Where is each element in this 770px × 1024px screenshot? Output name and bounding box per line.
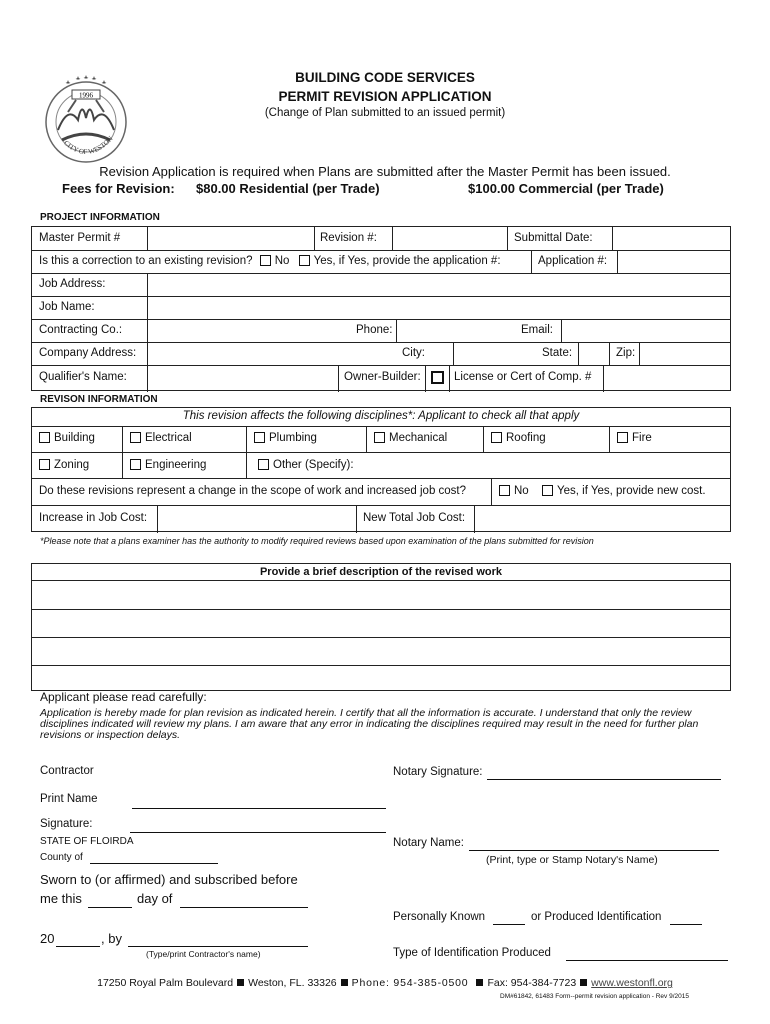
city-label: City: bbox=[402, 347, 425, 359]
mechanical-label: Mechanical bbox=[389, 432, 448, 444]
footer-website-link[interactable]: www.westonfl.org bbox=[591, 977, 673, 989]
job-address-label: Job Address: bbox=[39, 278, 106, 290]
job-name-label: Job Name: bbox=[39, 301, 95, 313]
print-notary-hint: (Print, type or Stamp Notary's Name) bbox=[486, 854, 658, 866]
produced-id-label: or Produced Identification bbox=[531, 911, 662, 923]
fire-label: Fire bbox=[632, 432, 652, 444]
submittal-date-field[interactable] bbox=[613, 227, 731, 250]
other-checkbox[interactable] bbox=[258, 459, 269, 470]
month-line[interactable] bbox=[180, 893, 308, 908]
produced-id-line[interactable] bbox=[670, 912, 702, 925]
correction-no-label: No bbox=[274, 255, 290, 267]
seal-year: 1996 bbox=[79, 91, 93, 100]
job-name-field[interactable] bbox=[148, 296, 731, 319]
master-permit-label: Master Permit # bbox=[39, 232, 121, 244]
license-cert-label: License or Cert of Comp. # bbox=[454, 371, 592, 383]
year-prefix: 20 bbox=[40, 931, 55, 946]
discipline-fire[interactable] bbox=[617, 432, 652, 444]
print-name-label: Print Name bbox=[40, 793, 98, 805]
plumbing-label: Plumbing bbox=[269, 432, 317, 444]
building-label: Building bbox=[54, 432, 95, 444]
discipline-zoning[interactable] bbox=[39, 459, 89, 471]
building-checkbox[interactable] bbox=[39, 432, 50, 443]
scope-no-checkbox[interactable] bbox=[499, 485, 510, 496]
state-field[interactable] bbox=[579, 342, 609, 365]
county-line[interactable] bbox=[90, 852, 218, 864]
print-name-line[interactable] bbox=[132, 796, 386, 809]
license-cert-field[interactable] bbox=[604, 365, 731, 391]
county-label: County of bbox=[40, 852, 83, 863]
discipline-electrical[interactable] bbox=[130, 432, 192, 444]
contracting-co-label: Contracting Co.: bbox=[39, 324, 123, 336]
type-print-hint: (Type/print Contractor's name) bbox=[146, 949, 261, 959]
signature-label: Signature: bbox=[40, 818, 93, 830]
owner-builder-checkbox[interactable] bbox=[431, 371, 444, 384]
personally-known-line[interactable] bbox=[493, 912, 525, 925]
day-of-label: day of bbox=[137, 891, 173, 906]
plans-examiner-note: *Please note that a plans examiner has the authority to modify required reviews based upon examination of the plans submitted for revision bbox=[40, 536, 594, 546]
application-number-label: Application #: bbox=[538, 255, 608, 267]
footer-phone: Phone: 954-385-0500 bbox=[351, 977, 469, 989]
city-field[interactable] bbox=[454, 342, 536, 365]
new-total-cost-label: New Total Job Cost: bbox=[363, 512, 466, 524]
zip-label: Zip: bbox=[616, 347, 636, 359]
fees-label: Fees for Revision: bbox=[62, 181, 175, 196]
job-address-field[interactable] bbox=[148, 273, 731, 296]
form-revision-id: DM#61842, 61483 Form--permit revision application - Rev 9/2015 bbox=[500, 993, 689, 1000]
other-specify-field[interactable] bbox=[362, 452, 731, 478]
form-subtitle: (Change of Plan submitted to an issued permit) bbox=[264, 107, 506, 119]
phone-field[interactable] bbox=[397, 319, 515, 342]
applicant-read-heading: Applicant please read carefully: bbox=[40, 690, 207, 704]
correction-no-checkbox[interactable] bbox=[260, 255, 271, 266]
contractor-name-line[interactable] bbox=[128, 932, 308, 947]
engineering-label: Engineering bbox=[145, 459, 207, 471]
discipline-mechanical[interactable] bbox=[374, 432, 447, 444]
email-label: Email: bbox=[521, 324, 553, 336]
company-address-field[interactable] bbox=[148, 342, 398, 365]
discipline-other[interactable] bbox=[258, 459, 354, 471]
qualifier-name-field[interactable] bbox=[148, 365, 338, 391]
revision-number-label: Revision #: bbox=[320, 232, 377, 244]
discipline-plumbing[interactable] bbox=[254, 432, 317, 444]
scope-yes-label: Yes, if Yes, provide new cost. bbox=[557, 485, 706, 497]
by-label: , by bbox=[101, 931, 122, 946]
footer-city: Weston, FL. 33326 bbox=[248, 977, 337, 989]
scope-yes-checkbox[interactable] bbox=[542, 485, 553, 496]
scope-no[interactable] bbox=[499, 485, 529, 497]
revision-info-grid bbox=[31, 407, 731, 532]
roofing-label: Roofing bbox=[506, 432, 546, 444]
zoning-checkbox[interactable] bbox=[39, 459, 50, 470]
fee-commercial: $100.00 Commercial (per Trade) bbox=[468, 181, 664, 196]
footer-address: 17250 Royal Palm Boulevard bbox=[97, 977, 234, 989]
notary-signature-label: Notary Signature: bbox=[393, 766, 483, 778]
scope-question: Do these revisions represent a change in the scope of work and increased job cost? bbox=[39, 485, 467, 497]
discipline-building[interactable] bbox=[39, 432, 95, 444]
personally-known-label: Personally Known bbox=[393, 911, 486, 923]
phone-label: Phone: bbox=[356, 324, 393, 336]
city-seal-logo bbox=[38, 70, 134, 166]
submittal-date-label: Submittal Date: bbox=[514, 232, 593, 244]
footer-fax: Fax: 954-384-7723 bbox=[487, 977, 577, 989]
engineering-checkbox[interactable] bbox=[130, 459, 141, 470]
type-id-line[interactable] bbox=[566, 948, 728, 961]
type-id-label: Type of Identification Produced bbox=[393, 947, 551, 959]
discipline-roofing[interactable] bbox=[491, 432, 546, 444]
correction-yes-checkbox[interactable] bbox=[299, 255, 310, 266]
master-permit-field[interactable] bbox=[148, 227, 314, 250]
new-total-cost-field[interactable] bbox=[475, 505, 731, 532]
description-title: Provide a brief description of the revised work bbox=[32, 564, 730, 581]
signature-line[interactable] bbox=[130, 820, 386, 833]
owner-builder-label: Owner-Builder: bbox=[344, 371, 421, 383]
correction-question bbox=[39, 255, 501, 267]
revision-number-field[interactable] bbox=[393, 227, 507, 250]
notary-name-line[interactable] bbox=[469, 838, 719, 851]
contractor-label: Contractor bbox=[40, 765, 94, 777]
correction-question-text: Is this a correction to an existing revision? bbox=[39, 255, 253, 267]
plumbing-checkbox[interactable] bbox=[254, 432, 265, 443]
increase-cost-label: Increase in Job Cost: bbox=[39, 512, 148, 524]
disciplines-instruction: This revision affects the following disciplines*: Applicant to check all that apply bbox=[182, 410, 580, 422]
day-line[interactable] bbox=[88, 893, 132, 908]
footer-contact bbox=[0, 977, 770, 989]
email-field[interactable] bbox=[562, 319, 731, 342]
electrical-label: Electrical bbox=[145, 432, 192, 444]
increase-cost-field[interactable] bbox=[158, 505, 356, 532]
description-box bbox=[31, 563, 731, 691]
project-info-grid bbox=[31, 226, 731, 391]
me-this-label: me this bbox=[40, 891, 82, 906]
correction-yes-label: Yes, if Yes, provide the application #: bbox=[313, 255, 501, 267]
project-info-heading: PROJECT INFORMATION bbox=[40, 212, 160, 223]
zoning-label: Zoning bbox=[54, 459, 90, 471]
fire-checkbox[interactable] bbox=[617, 432, 628, 443]
fee-residential: $80.00 Residential (per Trade) bbox=[196, 181, 380, 196]
state-label: State: bbox=[542, 347, 573, 359]
mechanical-checkbox[interactable] bbox=[374, 432, 385, 443]
applicant-statement: Application is hereby made for plan revision as indicated herein. I certify that all the information is accurate. I understand that only the review disciplines indicated will review my plans. I am aware that any error in indicating the disciplines required may result in the need for further plan revisions or inspection delays. bbox=[40, 707, 699, 741]
company-address-label: Company Address: bbox=[39, 347, 137, 359]
sworn-text: Sworn to (or affirmed) and subscribed before bbox=[40, 872, 298, 887]
form-title: BUILDING CODE SERVICES bbox=[295, 70, 475, 85]
seal-city-text: CITY OF WESTON bbox=[62, 134, 115, 157]
electrical-checkbox[interactable] bbox=[130, 432, 141, 443]
revision-info-heading: REVISON INFORMATION bbox=[40, 394, 158, 405]
notary-signature-line[interactable] bbox=[487, 767, 721, 780]
other-label: Other (Specify): bbox=[273, 459, 354, 471]
zip-field[interactable] bbox=[640, 342, 731, 365]
contracting-co-field[interactable] bbox=[148, 319, 348, 342]
notary-name-label: Notary Name: bbox=[393, 837, 464, 849]
discipline-engineering[interactable] bbox=[130, 459, 206, 471]
roofing-checkbox[interactable] bbox=[491, 432, 502, 443]
qualifier-name-label: Qualifier's Name: bbox=[39, 371, 127, 383]
scope-no-label: No bbox=[514, 485, 529, 497]
form-subtitle-title: PERMIT REVISION APPLICATION bbox=[278, 89, 492, 104]
scope-yes[interactable] bbox=[542, 485, 706, 497]
year-line[interactable] bbox=[56, 932, 100, 947]
state-label: STATE OF FLOIRDA bbox=[40, 836, 134, 847]
description-textarea[interactable] bbox=[32, 581, 730, 691]
application-number-field[interactable] bbox=[618, 250, 731, 273]
revision-requirement-text: Revision Application is required when Plans are submitted after the Master Permit has been issued. bbox=[99, 164, 671, 179]
